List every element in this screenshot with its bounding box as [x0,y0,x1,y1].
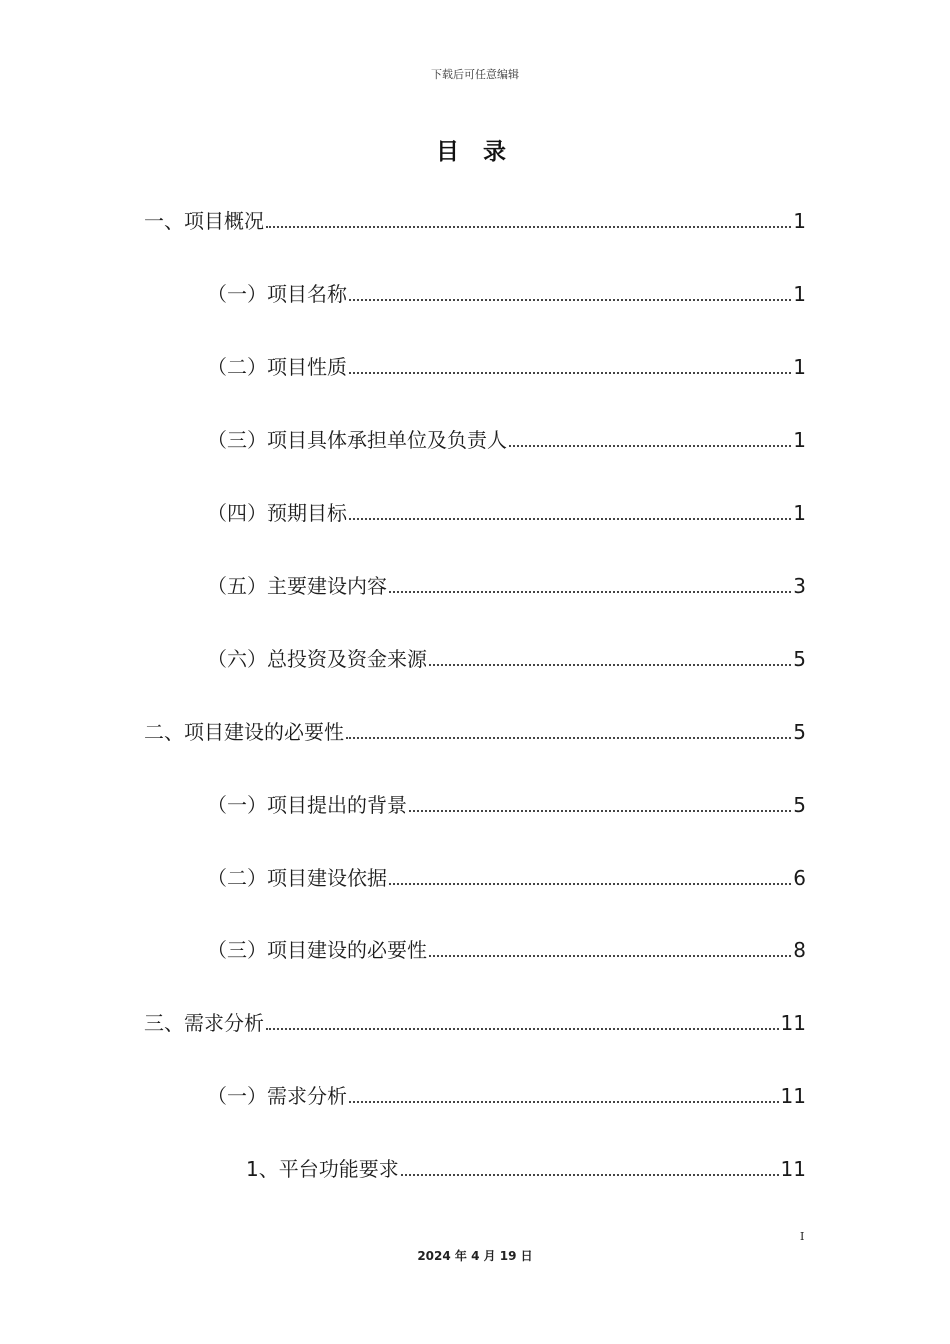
toc-entry-label: （三）项目具体承担单位及负责人 [207,428,507,452]
dot-leader [509,445,791,447]
toc-entry[interactable] [207,352,806,382]
toc-entry[interactable] [207,863,806,893]
toc-entry-label: （六）总投资及资金来源 [207,647,427,671]
toc-entry-label: （一）需求分析 [207,1084,347,1108]
toc-entry-label: （二）项目性质 [207,355,347,379]
toc-entry[interactable] [207,425,806,455]
toc-entry-page: 5 [793,647,806,671]
dot-leader [346,737,791,739]
dot-leader [389,883,791,885]
toc-entry-label: 二、项目建设的必要性 [144,720,344,744]
toc-entry-page: 5 [793,793,806,817]
dot-leader [429,955,791,957]
toc-title: 目 录 [435,139,514,165]
dot-leader [389,591,791,593]
dot-leader [349,299,791,301]
toc-entry[interactable] [144,717,806,747]
toc-entry-label: （四）预期目标 [207,501,347,525]
toc-entry-page: 11 [780,1084,806,1108]
toc-entry-label: （三）项目建设的必要性 [207,938,427,962]
toc-entry-page: 11 [780,1011,806,1035]
toc-entry-label: （一）项目提出的背景 [207,793,407,817]
toc-entry-page: 11 [780,1157,806,1181]
toc-entry-page: 1 [793,501,806,525]
dot-leader [349,372,791,374]
page-number: I [800,1230,805,1243]
toc-entry[interactable] [207,644,806,674]
toc-entry[interactable] [207,279,806,309]
toc-entry-label: （二）项目建设依据 [207,866,387,890]
dot-leader [266,1028,779,1030]
toc-entry[interactable] [207,790,806,820]
toc-entry-label: 三、需求分析 [144,1011,264,1035]
dot-leader [409,810,791,812]
dot-leader [401,1174,779,1176]
toc-entry-label: 1、平台功能要求 [246,1157,399,1181]
toc-entry-page: 6 [793,866,806,890]
header-note: 下载后可任意编辑 [431,68,519,81]
toc-entry[interactable] [144,206,806,236]
toc-entry[interactable] [246,1154,806,1184]
toc-entry-page: 8 [793,938,806,962]
toc-entry-page: 3 [793,574,806,598]
toc-entry[interactable] [207,498,806,528]
toc-entry-page: 1 [793,355,806,379]
toc-entry[interactable] [207,1081,806,1111]
toc-entry[interactable] [144,1008,806,1038]
footer-date: 2024 年 4 月 19 日 [417,1249,533,1263]
dot-leader [349,1101,779,1103]
dot-leader [349,518,791,520]
toc-entry-label: 一、项目概况 [144,209,264,233]
toc-entry-page: 1 [793,209,806,233]
toc-entry[interactable] [207,935,806,965]
toc-entry-page: 1 [793,282,806,306]
dot-leader [429,664,791,666]
toc-entry-page: 5 [793,720,806,744]
toc-entry-page: 1 [793,428,806,452]
dot-leader [266,226,791,228]
toc-entry-label: （一）项目名称 [207,282,347,306]
toc-entry[interactable] [207,571,806,601]
toc-entry-label: （五）主要建设内容 [207,574,387,598]
